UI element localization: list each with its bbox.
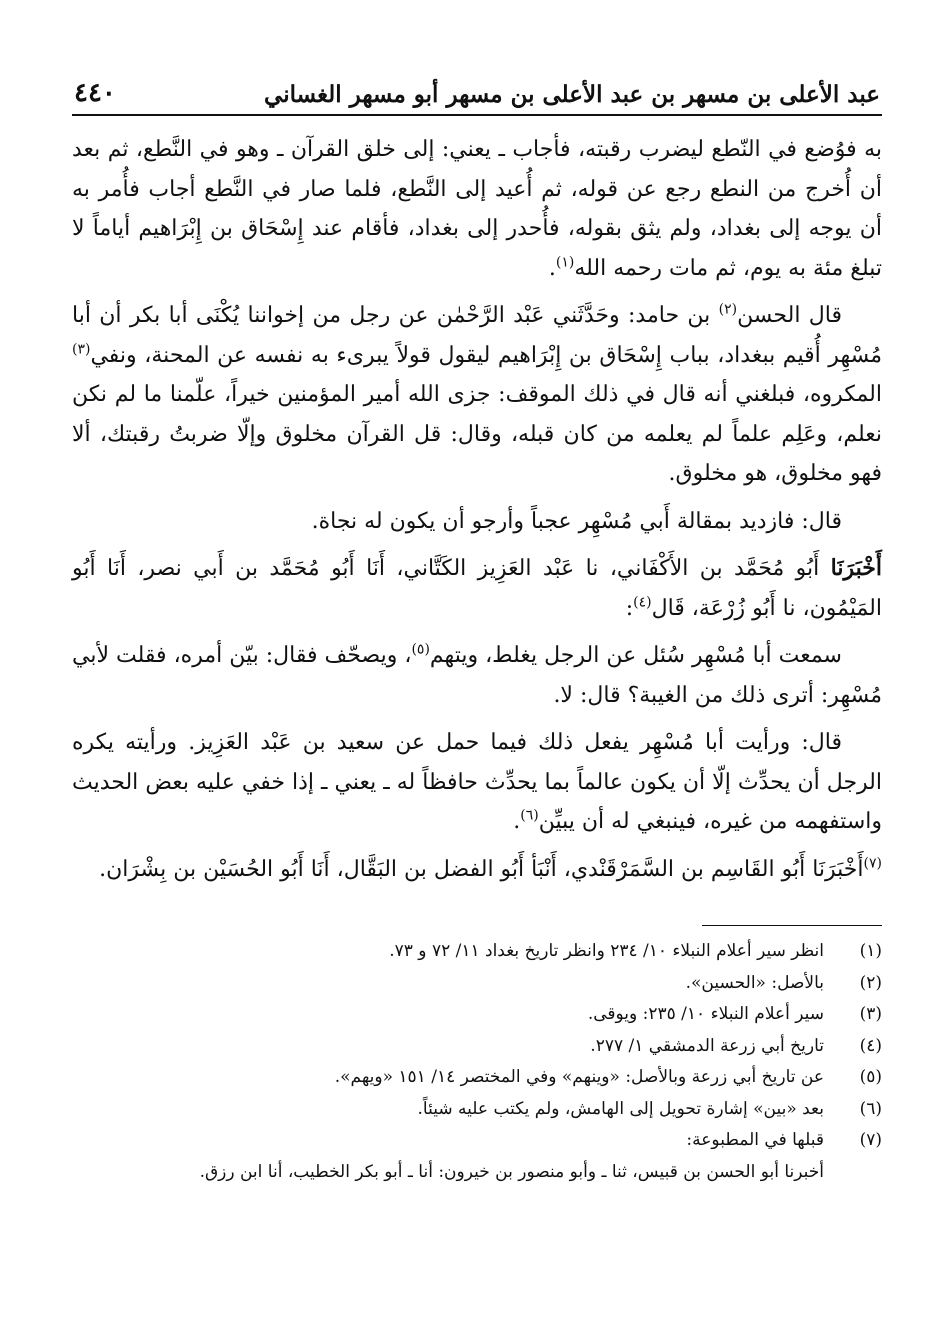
footnote	[72, 936, 882, 968]
footnote-continuation: أخبرنا أبو الحسن بن قبيس، ثنا ـ وأبو منصور بن خيرون: أنا ـ أبو بكر الخطيب، أنا ابن رزق.	[199, 1161, 824, 1182]
footnote	[72, 1062, 882, 1094]
footnote-text: تاريخ أبي زرعة الدمشقي ١/ ٢٧٧.	[590, 1035, 824, 1056]
paragraph-text: سمعت أبا مُسْهِر سُئل عن الرجل يغلط، ويتهم	[429, 643, 842, 668]
footnote-text: بعد «بين» إشارة تحويل إلى الهامش، ولم يكتب عليه شيئاً.	[417, 1098, 824, 1119]
footnote	[72, 968, 882, 1000]
paragraph-3	[72, 502, 882, 542]
paragraph-text: أَبُو مُحَمَّد بن الأَكْفَاني، نا عَبْد العَزِيز الكَتَّاني، أَنَا أَبُو مُحَمَّد بن أَبي نصر، أَنَا أَبُو المَيْمُون، نا أَبُو زُرْعَة، قَال	[72, 556, 882, 621]
paragraph-text: بن حامد: وحَدَّثَني عَبْد الرَّحْمٰن عن رجل من إخواننا يُكْنَى أبا بكر أن أبا مُسْهِر أُقيم ببغداد، بباب إِسْحَاق بن إِبْرَاهيم ليقول قولاً يبرىء به نفسه عن المحنة، ونفي	[72, 303, 882, 368]
paragraph-text: قال: فازديد بمقالة أَبي مُسْهِر عجباً وأرجو أن يكون له نجاة.	[311, 508, 842, 534]
footnote-number: (٢)	[859, 972, 882, 993]
footnote-text: سير أعلام النبلاء ١٠/ ٢٣٥: ويوقى.	[587, 1004, 824, 1024]
footnote-number: (٧)	[859, 1130, 882, 1150]
footnote-text: قبلها في المطبوعة:	[686, 1130, 824, 1150]
footnote-ref-1[interactable]: (١)	[555, 254, 575, 271]
footnote-number: (٦)	[859, 1098, 882, 1119]
footnote	[72, 1094, 882, 1126]
footnote-ref-2[interactable]: (٢)	[718, 301, 738, 318]
paragraph-4	[72, 549, 882, 628]
punctuation: .	[513, 809, 521, 834]
footnote-text: انظر سير أعلام النبلاء ١٠/ ٢٣٤ وانظر تاريخ بغداد ١١/ ٧٢ و ٧٣.	[389, 941, 824, 961]
paragraph-5	[72, 636, 882, 715]
footnote-number: (٤)	[859, 1035, 882, 1056]
paragraph-6	[72, 723, 882, 842]
punctuation: .	[548, 255, 556, 281]
footnote	[72, 1031, 882, 1063]
footnote-separator	[702, 925, 882, 926]
punctuation: :	[625, 595, 634, 621]
footnote	[72, 999, 882, 1031]
header-title: عبد الأعلى بن مسهر بن عبد الأعلى بن مسهر أبو مسهر الغساني	[264, 81, 880, 108]
paragraph-text: أَخْبَرَنَا أَبُو القَاسِم بن السَّمَرْقَنْدي، أَنْبَأ أَبُو الفضل بن البَقَّال، أَنَا أَبُو الحُسَيْن بن بِشْرَان.	[99, 856, 864, 882]
paragraph-2	[72, 296, 882, 494]
isnad-opening: أَخْبَرَنَا	[830, 555, 882, 581]
paragraph-text: ، ويصحّف فقال: بيّن أمره، فقلت لأبي مُسْهِر: أترى ذلك من الغيبة؟ قال: لا.	[72, 643, 882, 708]
paragraph-text: قال الحسن	[737, 303, 842, 328]
paragraph-1	[72, 130, 882, 288]
footnote-text: بالأصل: «الحسين».	[685, 972, 824, 993]
footnote-number: (٣)	[859, 1004, 882, 1024]
paragraph-7	[72, 850, 882, 890]
footnotes	[72, 936, 882, 1188]
footnote-ref-7[interactable]: (٧)	[863, 855, 882, 872]
footnote-ref-3[interactable]: (٣)	[72, 341, 91, 358]
paragraph-text: قال: ورأيت أبا مُسْهِر يفعل ذلك فيما حمل عن سعيد بن عَبْد العَزِيز. ورأيته يكره الرجل أن يحدِّث إلّا أن يكون عالماً بما يحدِّث حافظاً له ـ يعني ـ إذا خفي عليه بعض الحديث واستفهمه من غيره، فينبغي له أن يبيِّن	[72, 730, 882, 834]
footnote-number: (١)	[859, 941, 882, 961]
paragraph-text: المكروه، فبلغني أنه قال في ذلك الموقف: جزى الله أمير المؤمنين خيراً، علّمنا ما لم نكن نعلم، وعَلِم علماً لم يعلمه من كان قبله، وقال: قل القرآن مخلوق وإلّا ضربتُ رقبتك، ألا فهو مخلوق، هو مخلوق.	[72, 382, 882, 486]
main-text	[72, 130, 882, 889]
footnote-text: عن تاريخ أبي زرعة وبالأصل: «وينهم» وفي المختصر ١٤/ ١٥١ «ويهم».	[334, 1067, 824, 1087]
footnote	[72, 1125, 882, 1157]
page-number: ٤٤٠	[74, 78, 116, 108]
paragraph-text: به فوُضع في النّطع ليضرب رقبته، فأجاب ـ يعني: إلى خلق القرآن ـ وهو في النَّطع، ثم بعد أن أُخرج من النطع رجع عن قوله، ثم أُعيد إلى النَّطع، فلما صار في النَّطع أجاب فأُمر به أن يوجه إلى بغداد، ولم يثق بقوله، فأُحدر إلى بغداد، فأقام عند إِسْحَاق بن إِبْرَاهيم أياماً لا تبلغ مئة به يوم، ثم مات رحمه الله	[72, 137, 882, 281]
running-header	[72, 78, 882, 116]
footnote-ref-5[interactable]: (٥)	[411, 641, 430, 658]
footnote-ref-6[interactable]: (٦)	[520, 807, 539, 824]
footnote-ref-4[interactable]: (٤)	[633, 594, 652, 611]
footnote-number: (٥)	[859, 1067, 882, 1087]
